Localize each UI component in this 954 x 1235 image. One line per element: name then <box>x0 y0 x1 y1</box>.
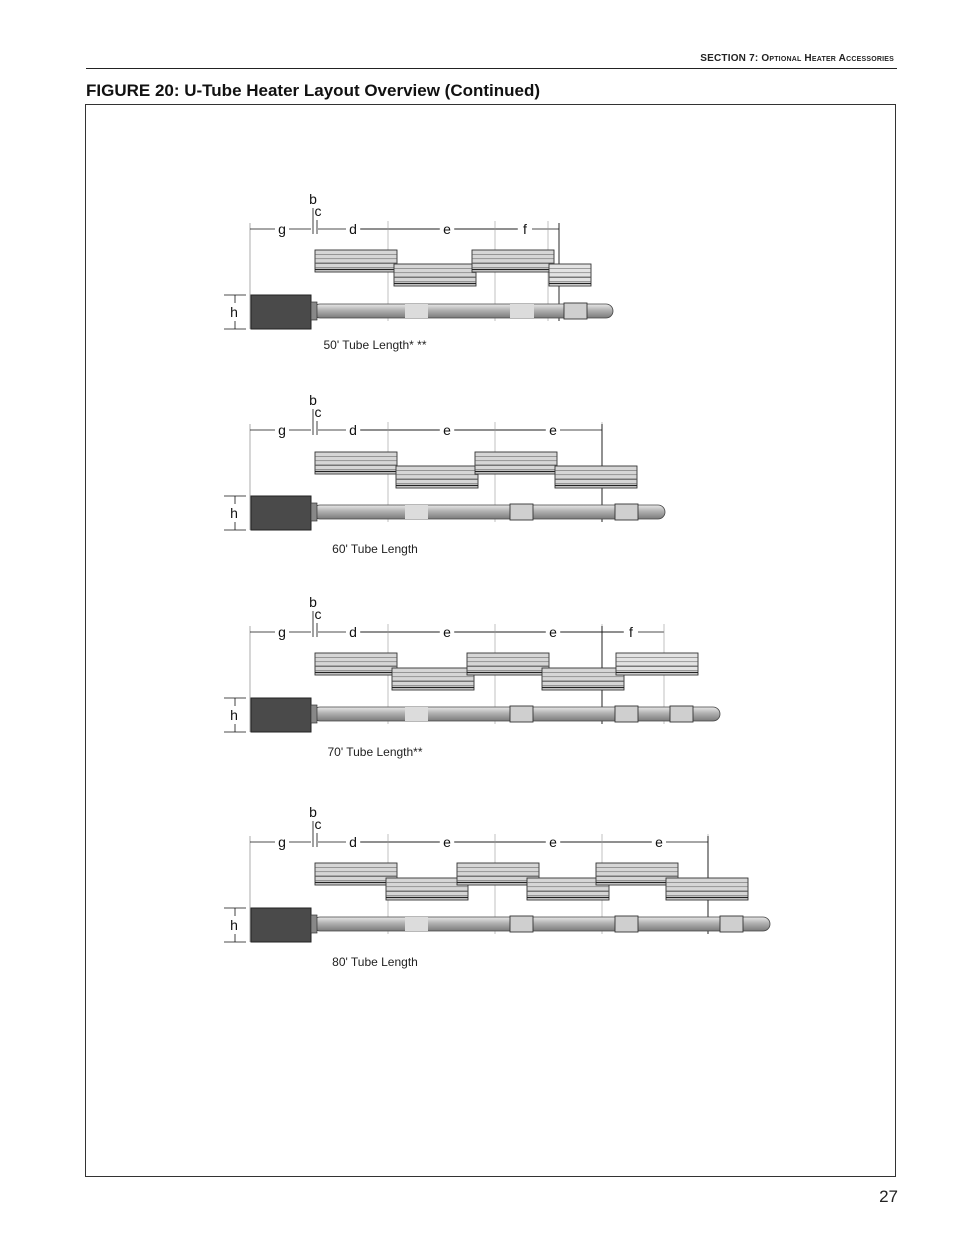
reflector-section <box>475 452 557 474</box>
tube-layout-diagram-4 <box>224 804 770 969</box>
segment-label-d: d <box>349 834 357 850</box>
reflector-section-body <box>467 653 549 675</box>
reflector-section-body <box>542 668 624 690</box>
segment-label-e: e <box>443 624 451 640</box>
dim-label-c: c <box>314 606 322 622</box>
tube-light-segment <box>405 505 428 519</box>
section-prefix: SECTION 7: <box>700 53 759 64</box>
reflector-section <box>549 264 591 286</box>
reflector-section <box>392 668 474 690</box>
dim-label-g: g <box>278 422 286 438</box>
tube-length-caption: 60' Tube Length <box>332 542 418 556</box>
dim-label-b: b <box>309 594 317 610</box>
burner-box <box>251 908 311 942</box>
radiant-tube <box>313 917 770 931</box>
reflector-section-body <box>472 250 554 272</box>
segment-label-d: d <box>349 422 357 438</box>
section-title: Optional Heater Accessories <box>761 53 894 64</box>
reflector-section <box>396 466 478 488</box>
tube-length-caption: 70' Tube Length** <box>327 745 423 759</box>
segment-label-d: d <box>349 624 357 640</box>
tube-coupling-box <box>615 706 638 722</box>
tube-layout-diagram-2 <box>224 392 665 556</box>
dim-label-b: b <box>309 191 317 207</box>
dim-label-g: g <box>278 221 286 237</box>
reflector-section-body <box>549 264 591 286</box>
reflector-section-body <box>315 452 397 474</box>
burner-box <box>251 295 311 329</box>
tube-coupling-box <box>564 303 587 319</box>
dim-label-b: b <box>309 804 317 820</box>
reflector-section <box>555 466 637 488</box>
tube-light-segment <box>405 917 428 931</box>
dim-label-h: h <box>230 304 238 320</box>
reflector-section <box>472 250 554 272</box>
tube-coupling-box <box>670 706 693 722</box>
reflector-section <box>315 452 397 474</box>
reflector-section-body <box>315 863 397 885</box>
dim-label-c: c <box>314 404 322 420</box>
radiant-tube <box>313 505 665 519</box>
tube-flange <box>311 705 317 723</box>
tube-layout-diagram-1 <box>224 191 613 352</box>
reflector-section <box>315 653 397 675</box>
tube-coupling-box <box>510 504 533 520</box>
reflector-section <box>386 878 468 900</box>
tube-light-segment <box>405 304 428 318</box>
segment-label-f: f <box>629 624 633 640</box>
burner-box <box>251 698 311 732</box>
tube-layout-diagram-3 <box>224 594 720 759</box>
reflector-section <box>315 863 397 885</box>
reflector-section-body <box>315 653 397 675</box>
reflector-section-body <box>555 466 637 488</box>
reflector-section-body <box>666 878 748 900</box>
burner-box <box>251 496 311 530</box>
figure-title: FIGURE 20: U-Tube Heater Layout Overview (Continued) <box>86 81 541 100</box>
reflector-section <box>467 653 549 675</box>
reflector-section <box>542 668 624 690</box>
tube-flange <box>311 915 317 933</box>
tube-coupling-box <box>615 504 638 520</box>
segment-label-f: f <box>523 221 527 237</box>
reflector-section-body <box>475 452 557 474</box>
reflector-section <box>616 653 698 675</box>
tube-flange <box>311 302 317 320</box>
dim-label-c: c <box>314 816 322 832</box>
reflector-section-body <box>392 668 474 690</box>
tube-light-segment <box>405 707 428 721</box>
dim-label-h: h <box>230 707 238 723</box>
dim-label-h: h <box>230 917 238 933</box>
dim-label-h: h <box>230 505 238 521</box>
segment-label-e: e <box>549 624 557 640</box>
tube-coupling-box <box>720 916 743 932</box>
reflector-section-body <box>394 264 476 286</box>
page-number: 27 <box>879 1187 898 1206</box>
segment-label-e: e <box>655 834 663 850</box>
segment-label-e: e <box>549 422 557 438</box>
tube-coupling-box <box>615 916 638 932</box>
segment-label-e: e <box>443 834 451 850</box>
reflector-section <box>394 264 476 286</box>
segment-label-e: e <box>549 834 557 850</box>
dim-label-b: b <box>309 392 317 408</box>
segment-label-d: d <box>349 221 357 237</box>
tube-coupling-box <box>510 916 533 932</box>
dim-label-g: g <box>278 624 286 640</box>
reflector-section-body <box>386 878 468 900</box>
reflector-section-body <box>616 653 698 675</box>
tube-light-segment <box>510 304 534 318</box>
reflector-section <box>666 878 748 900</box>
reflector-section-body <box>315 250 397 272</box>
tube-coupling-box <box>510 706 533 722</box>
tube-flange <box>311 503 317 521</box>
tube-length-caption: 80' Tube Length <box>332 955 418 969</box>
reflector-section <box>315 250 397 272</box>
segment-label-e: e <box>443 422 451 438</box>
reflector-section-body <box>396 466 478 488</box>
dim-label-g: g <box>278 834 286 850</box>
tube-length-caption: 50' Tube Length* ** <box>323 338 427 352</box>
segment-label-e: e <box>443 221 451 237</box>
dim-label-c: c <box>314 203 322 219</box>
